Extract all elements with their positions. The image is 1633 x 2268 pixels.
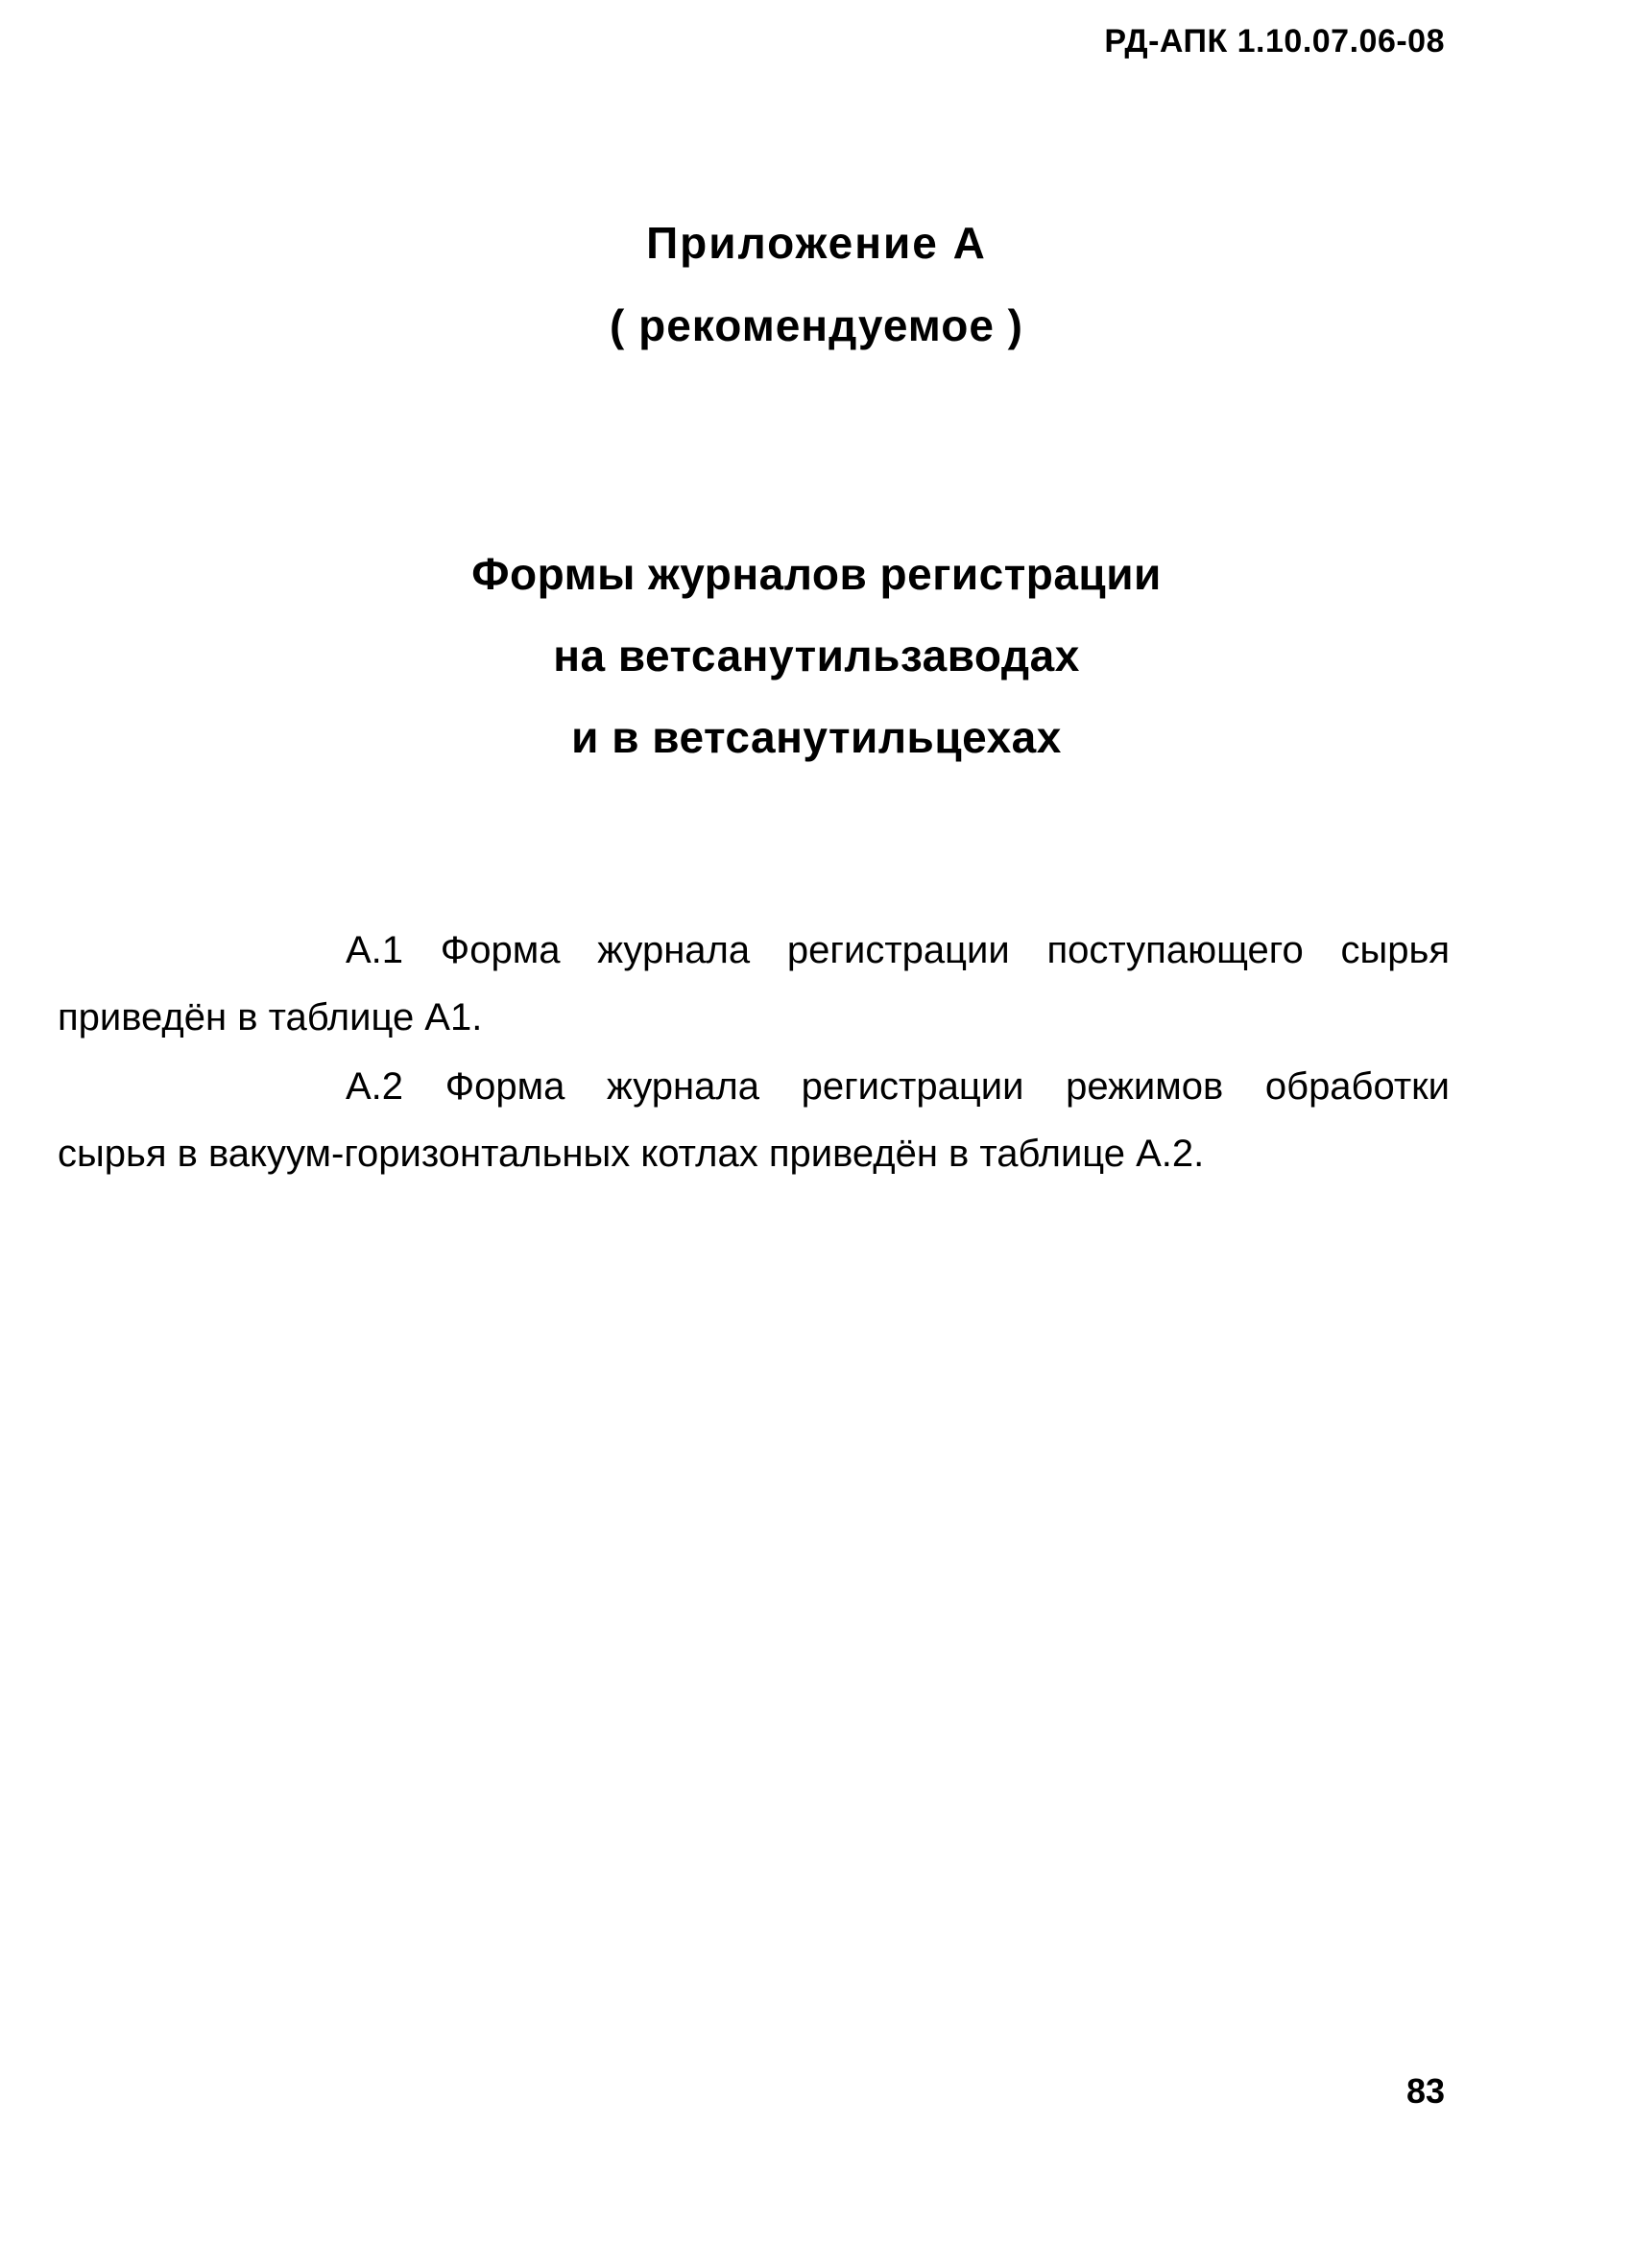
page-number: 83 xyxy=(1405,2071,1445,2111)
forms-heading xyxy=(0,534,1633,778)
appendix-title: Приложение А xyxy=(646,218,987,268)
forms-heading-line: Формы журналов регистрации xyxy=(471,549,1162,599)
paragraph-a2 xyxy=(58,1053,1450,1187)
forms-heading-line: и в ветсанутильцехах xyxy=(571,712,1062,762)
appendix-subtitle: ( рекомендуемое ) xyxy=(610,300,1023,350)
paragraph-continuation: приведён в таблице А1. xyxy=(58,996,483,1039)
paragraph-first-line: А.1 Форма журнала регистрации поступающего сырья xyxy=(346,929,1450,971)
forms-heading-line: на ветсанутильзаводах xyxy=(553,631,1080,680)
paragraph-a1 xyxy=(58,917,1450,1051)
paragraph-first-line: А.2 Форма журнала регистрации режимов обработки xyxy=(346,1065,1450,1108)
document-code: РД-АПК 1.10.07.06-08 xyxy=(1104,23,1445,60)
body-text xyxy=(58,917,1450,1189)
paragraph-continuation: сырья в вакуум-горизонтальных котлах приведён в таблице А.2. xyxy=(58,1133,1205,1175)
